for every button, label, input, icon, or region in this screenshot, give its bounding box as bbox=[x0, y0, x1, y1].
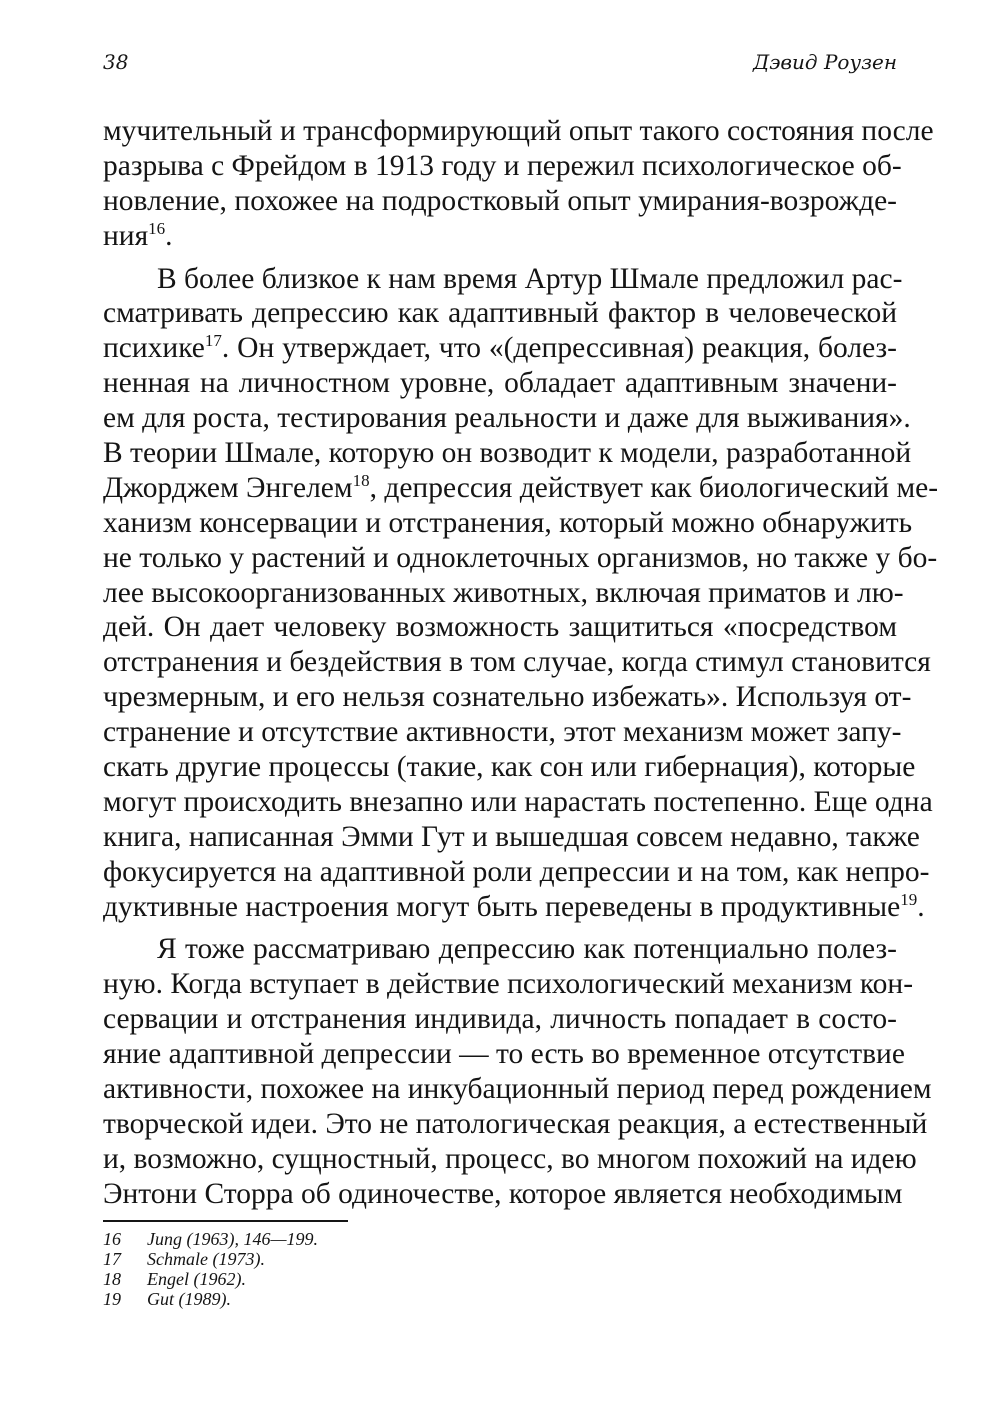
footnote-text: Schmale (1973). bbox=[147, 1249, 265, 1269]
text-line: творческой идеи. Это не патологическая реакция, а естественный bbox=[103, 1107, 928, 1140]
paragraph-3 bbox=[103, 932, 932, 1211]
footnote-ref-18: 18 bbox=[352, 470, 370, 490]
text-line bbox=[103, 331, 897, 366]
page-number: 38 bbox=[103, 50, 129, 74]
footnote-number: 18 bbox=[103, 1269, 121, 1289]
text-line: разрыва с Фрейдом в 1913 году и пережил психологическое об- bbox=[103, 149, 902, 182]
text-line: мучительный и трансформирующий опыт такого состояния после bbox=[103, 115, 934, 147]
text-line: отстранения и бездействия в том случае, когда стимул становится bbox=[103, 646, 931, 679]
text-line: ем для роста, тестирования реальности и даже для выживания». bbox=[103, 402, 911, 435]
footnote-ref-17: 17 bbox=[204, 331, 222, 351]
text-line: ненная на личностном уровне, обладает адаптивным значени- bbox=[103, 367, 897, 400]
text-line: сервации и отстранения индивида, личность попадает в состо- bbox=[103, 1003, 897, 1036]
text-line: яние адаптивной депрессии — то есть во временное отсутствие bbox=[103, 1038, 905, 1071]
text-line: могут происходить внезапно или нарастать постепенно. Еще одна bbox=[103, 785, 933, 818]
footnote-text: Gut (1989). bbox=[147, 1289, 231, 1309]
text-line: В более близкое к нам время Артур Шмале предложил рас- bbox=[157, 262, 903, 295]
text-line: сматривать депрессию как адаптивный фактор в человеческой bbox=[103, 297, 897, 330]
text-line: Я тоже рассматриваю депрессию как потенциально полез- bbox=[157, 933, 897, 966]
footnote-ref-16: 16 bbox=[148, 218, 166, 238]
footnote-text: Engel (1962). bbox=[147, 1269, 246, 1289]
paragraph-1 bbox=[103, 114, 934, 254]
text-line: ную. Когда вступает в действие психологический механизм кон- bbox=[103, 968, 914, 1001]
text-line: книга, написанная Эмми Гут и вышедшая совсем недавно, также bbox=[103, 820, 920, 853]
text-line: ханизм консервации и отстранения, который можно обнаружить bbox=[103, 506, 913, 539]
footnote-16 bbox=[103, 1229, 897, 1249]
body-text bbox=[103, 114, 939, 1212]
text-line: скать другие процессы (такие, как сон или гибернация), которые bbox=[103, 751, 916, 784]
footnote-18 bbox=[103, 1269, 897, 1289]
footnote-number: 16 bbox=[103, 1229, 121, 1249]
text-line bbox=[103, 470, 939, 506]
footnote-17 bbox=[103, 1249, 897, 1269]
text-fragment: Джорджем Энгелем bbox=[103, 471, 353, 504]
footnote-separator bbox=[103, 1220, 348, 1222]
paragraph-2 bbox=[103, 262, 939, 925]
text-fragment: . bbox=[165, 219, 173, 252]
running-head-author: Дэвид Роузен bbox=[752, 50, 897, 74]
text-fragment: . Он утверждает, что «(депрессивная) реакция, болез- bbox=[221, 332, 897, 365]
footnote-ref-19: 19 bbox=[900, 889, 918, 909]
page-header bbox=[103, 50, 897, 84]
text-fragment: дуктивные настроения могут быть переведены в продуктивные bbox=[103, 890, 901, 923]
text-fragment: , депрессия действует как биологический ме- bbox=[369, 471, 939, 504]
text-line bbox=[103, 219, 897, 254]
text-line: странение и отсутствие активности, этот механизм может запу- bbox=[103, 716, 902, 749]
text-line bbox=[103, 889, 925, 925]
text-line: активности, похожее на инкубационный период перед рождением bbox=[103, 1073, 932, 1106]
text-line: чрезмерным, и его нельзя сознательно избежать». Используя от- bbox=[103, 681, 912, 714]
text-fragment: . bbox=[917, 890, 925, 923]
footnote-text: Jung (1963), 146—199. bbox=[147, 1229, 318, 1249]
text-line: В теории Шмале, которую он возводит к модели, разработанной bbox=[103, 437, 912, 470]
text-line: дей. Он дает человеку возможность защититься «посредством bbox=[103, 611, 897, 644]
footnote-number: 19 bbox=[103, 1289, 121, 1309]
footnote-19 bbox=[103, 1289, 897, 1309]
text-line: не только у растений и одноклеточных организмов, но также у бо- bbox=[103, 541, 938, 574]
text-line: лее высокоорганизованных животных, включая приматов и лю- bbox=[103, 576, 904, 609]
footnote-number: 17 bbox=[103, 1249, 121, 1269]
text-line: новление, похожее на подростковый опыт умирания-возрожде- bbox=[103, 184, 897, 217]
text-fragment: ния bbox=[103, 219, 149, 252]
text-line: и, возможно, сущностный, процесс, во многом похожий на идею bbox=[103, 1142, 917, 1175]
text-line: Энтони Сторра об одиночестве, которое является необходимым bbox=[103, 1177, 903, 1210]
text-fragment: психике bbox=[103, 332, 205, 365]
footnotes bbox=[103, 1229, 897, 1309]
text-line: фокусируется на адаптивной роли депрессии и на том, как непро- bbox=[103, 855, 930, 888]
